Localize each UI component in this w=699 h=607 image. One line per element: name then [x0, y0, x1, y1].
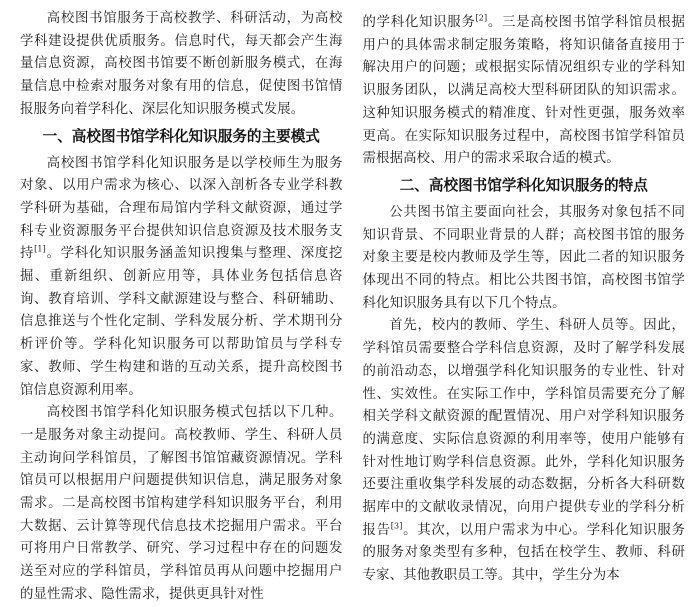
continued-paragraph [363, 12, 686, 171]
body-paragraph [363, 315, 686, 587]
citation-ref: [1] [34, 244, 46, 254]
paragraph-text: 。三是高校图书馆学科馆员根据用户的具体需求制定服务策略，将知识储备直接用于解决用户的问题；或根据实际情况组织专业的学科知识服务团队，以满足高校大型科研团队的知识需求。这种知识服务模式的精准度、针对性更强，服务效率更高。在实际知识服务过程中，高校图书馆学科馆员需根据高校、用户的需求采取合适的模式。 [362, 15, 685, 167]
section-heading-1: 一、高校图书馆学科化知识服务的主要模式 [42, 127, 320, 145]
paragraph-text: 的学科化知识服务 [362, 15, 476, 30]
paragraph-text: 。其次，以用户需求为中心。学科化知识服务的服务对象类型有多种，包括在校学生、教师、科研专家、其他教职员工等。其中，学生分为本 [362, 522, 685, 584]
right-column [362, 12, 686, 584]
section-heading-2: 二、高校图书馆学科化知识服务的特点 [399, 176, 648, 194]
body-paragraph: 公共图书馆主要面向社会，其服务对象包括不同知识背景、不同职业背景的人群；高校图书馆的服务对象主要是校内教师及学生等，因此二者的知识服务体现出不同的特点。相比公共图书馆，高校图书馆学科化知识服务具有以下几个特点。 [362, 204, 685, 311]
citation-ref: [3] [390, 521, 403, 531]
paragraph-text: 。学科化知识服务涵盖知识搜集与整理、深度挖掘、重新组织、创新应用等，具体业务包括信息咨询、教育培训、学科文献源建设与整合、科研辅助、信息推送与个性化定制、学科发展分析、学术期刊分析评价等。学科化知识服务可以帮助馆员与学科专家、教师、学生构建和谐的互动关系，提升高校图书馆信息资源利用率。 [20, 246, 343, 398]
body-paragraph [20, 153, 343, 403]
body-paragraph: 高校图书馆学科化知识服务模式包括以下几种。一是服务对象主动提问。高校教师、学生、科研人员主动询问学科馆员，了解图书馆馆藏资源情况。学科馆员可以根据用户问题提供知识信息，满足服务对象需求。二是高校图书馆构建学科知识服务平台，利用大数据、云计算等现代信息技术挖掘用户需求。平台可将用户日常教学、研究、学习过程中存在的问题发送至对应的学科馆员，学科馆员再从问题中挖掘用户的显性需求、隐性需求，提供更具针对性 [20, 405, 343, 602]
paragraph-text: 高校图书馆学科化知识服务是以学校师生为服务对象、以用户需求为核心、以深入剖析各专业学科教学科研为基础，合理布局馆内学科文献资源，通过学科专业资源服务平台提供知识信息资源及技术服务支持 [20, 155, 343, 262]
citation-ref: [2] [475, 13, 488, 23]
intro-paragraph: 高校图书馆服务于高校教学、科研活动，为高校学科建设提供优质服务。信息时代，每天都会产生海量信息资源，高校图书馆要不断创新服务模式，在海量信息中检索对服务对象有用的信息，促使图书馆情报服务向着学科化、深层化知识服务模式发展。 [20, 11, 343, 117]
paragraph-text: 首先，校内的教师、学生、科研人员等。因此，学科馆员需要整合学科信息资源，及时了解学科发展的前沿动态，以增强学科化知识服务的专业性、针对性、实效性。在实际工作中，学科馆员需要充分了解相关学科文献资源的配置情况、用户对学科知识服务的满意度、实际信息资源的利用率等，使用户能够有针对性地订购学科信息资源。此外，学科化知识服务还要注重收集学科发展的动态数据，分析各大科研数据库中的文献收录情况，向用户提供专业的学科分析报告 [362, 318, 685, 538]
left-column [20, 8, 343, 602]
